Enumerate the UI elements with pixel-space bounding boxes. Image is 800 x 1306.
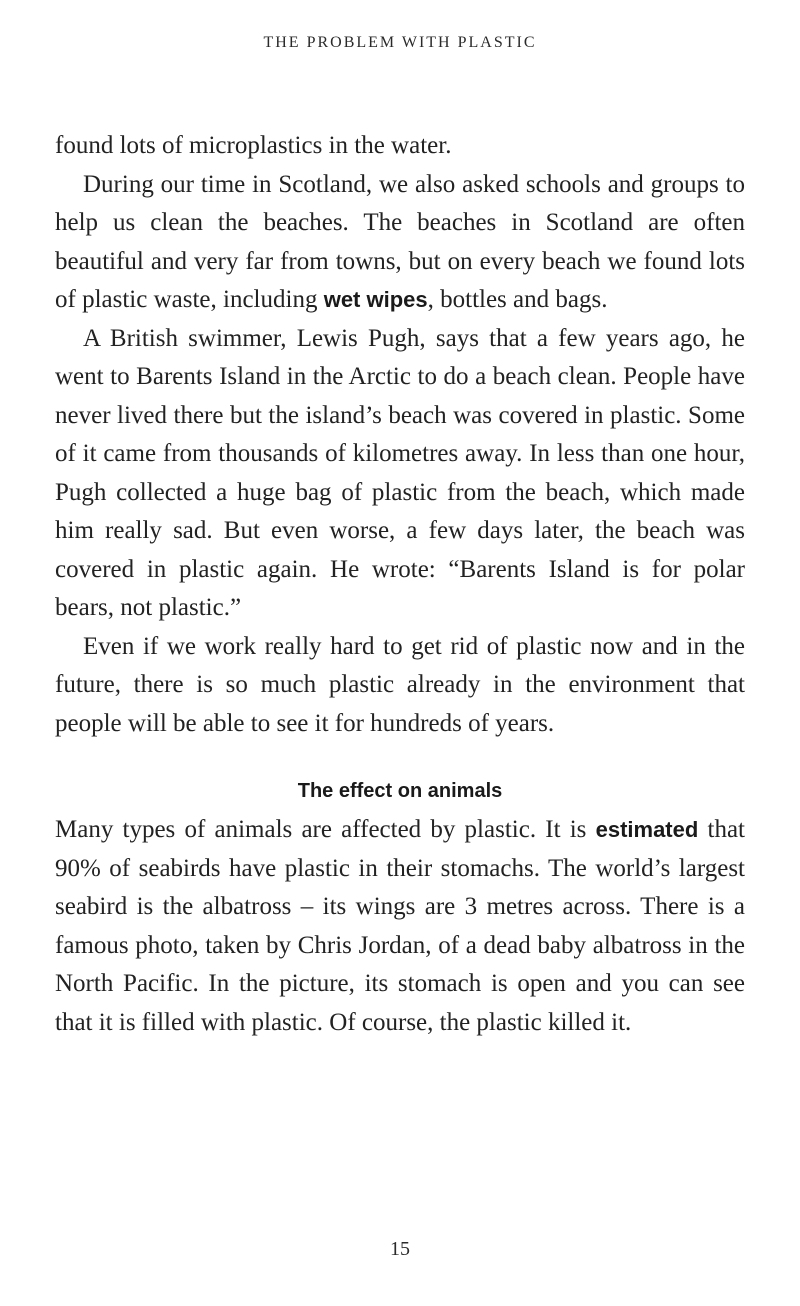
glossary-keyword-wet-wipes: wet wipes: [323, 287, 428, 312]
body-text: [55, 127, 745, 1042]
glossary-keyword-estimated: estimated: [595, 817, 699, 842]
paragraph-seabirds: [55, 811, 745, 1042]
paragraph-text: During our time in Scotland, we also asked schools and groups to help us clean the beaches. The beaches in Scotland are often beautiful and very far from towns, but on every beach we found lots of plastic waste, including: [55, 170, 745, 313]
paragraph-plastic-future: Even if we work really hard to get rid of plastic now and in the future, there is so much plastic already in the environment that people will be able to see it for hundreds of years.: [55, 632, 745, 737]
paragraph-lewis-pugh: A British swimmer, Lewis Pugh, says that a few years ago, he went to Barents Island in the Arctic to do a beach clean. People have never lived there but the island’s beach was covered in plastic. Some of it came from thousands of kilometres away. In less than one hour, Pugh collected a huge bag of plastic from the beach, which made him really sad. But even worse, a few days later, the beach was covered in plastic again. He wrote: “Barents Island is for polar bears, not plastic.”: [55, 324, 745, 621]
paragraph-continuation: found lots of microplastics in the water.: [55, 132, 452, 159]
paragraph-text: that 90% of seabirds have plastic in their stomachs. The world’s largest seabird is the albatross – its wings are 3 metres across. There is a famous photo, taken by Chris Jordan, of a dead baby albatross in the North Pacific. In the picture, its stomach is open and you can see that it is filled with plastic. Of course, the plastic killed it.: [55, 816, 745, 1036]
running-head: THE PROBLEM WITH PLASTIC: [263, 34, 537, 51]
section-heading: The effect on animals: [297, 780, 503, 802]
page-number: 15: [390, 1238, 410, 1260]
paragraph-text: Many types of animals are affected by plastic. It is: [55, 816, 596, 843]
paragraph-text: , bottles and bags.: [427, 286, 608, 313]
paragraph-scotland-beaches: [55, 166, 745, 320]
